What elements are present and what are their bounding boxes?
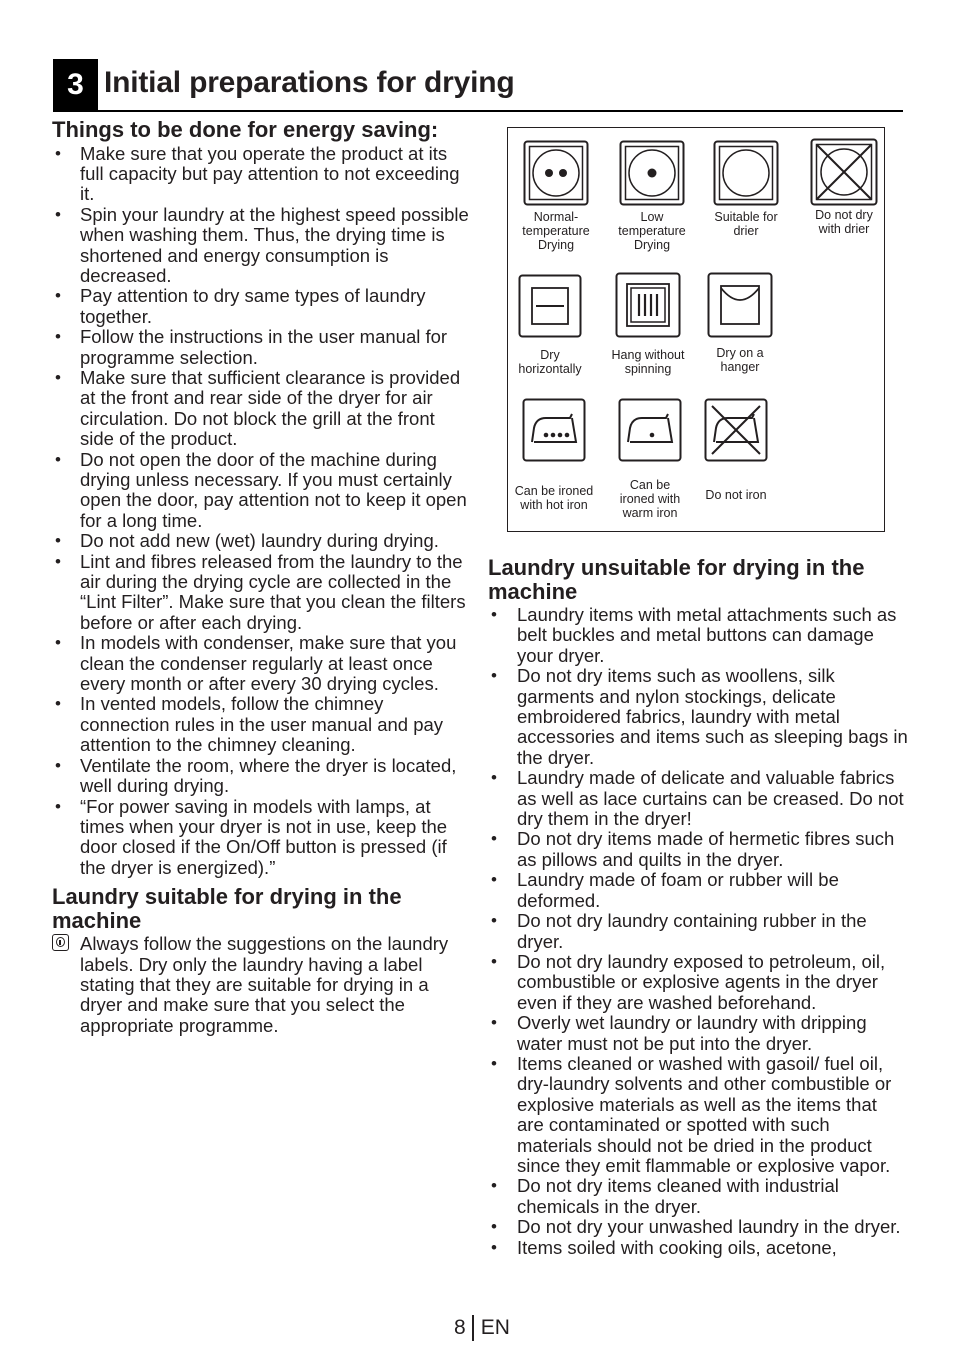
symbol-line-dry <box>692 272 788 374</box>
info-icon <box>52 934 69 951</box>
list-item: • Do not dry laundry exposed to petroleum, oil, combustible or explosive agents in the dryer even if they are washed beforehand. <box>488 952 908 1013</box>
symbol-dry-flat <box>502 274 598 376</box>
left-column <box>52 118 472 1036</box>
symbol-drip-dry <box>600 272 696 376</box>
symbol-label: Can be ironed with hot iron <box>514 484 594 512</box>
iron-warm-icon <box>618 398 682 462</box>
dry-flat-icon <box>518 274 582 338</box>
energy-saving-heading: Things to be done for energy saving: <box>52 117 439 142</box>
list-item: • Ventilate the room, where the dryer is located, well during drying. <box>52 756 472 797</box>
symbol-normal-drying <box>508 140 604 252</box>
list-item: • Items soiled with cooking oils, acetone, <box>488 1238 908 1258</box>
suitable-info-text: Always follow the suggestions on the laundry labels. Dry only the laundry having a label stating that they are suitable for drying in a dryer and make sure that you select the appropriate programme. <box>80 933 449 1036</box>
list-item: • “For power saving in models with lamps, at times when your dryer is not in use, keep the door closed if the On/Off button is pressed (if the dryer is energized).” <box>52 797 472 879</box>
do-not-tumble-dry-icon <box>810 138 878 206</box>
list-item: • Pay attention to dry same types of laundry together. <box>52 286 472 327</box>
list-item: • Do not dry your unwashed laundry in the dryer. <box>488 1217 908 1237</box>
symbol-suitable-drier <box>698 140 794 238</box>
symbol-low-drying <box>604 140 700 252</box>
list-item: • Items cleaned or washed with gasoil/ fuel oil, dry-laundry solvents and other combustible or explosive materials as well as the items that are contaminated or spotted with such materials should not be dried in the product since they emit flammable or explosive vapor. <box>488 1054 908 1176</box>
line-dry-icon <box>707 272 773 338</box>
list-item: • In models with condenser, make sure that you clean the condenser regularly at least once every month or after every 30 drying cycles. <box>52 633 472 694</box>
list-item: • Laundry made of delicate and valuable fabrics as well as lace curtains can be creased. Do not dry them in the dryer! <box>488 768 908 829</box>
list-item: • Spin your laundry at the highest speed possible when washing them. Thus, the drying time is shortened and energy consumption is decreased. <box>52 205 472 287</box>
page-footer <box>454 1315 510 1341</box>
symbol-no-drier <box>796 138 892 236</box>
list-item: • Laundry made of foam or rubber will be deformed. <box>488 870 908 911</box>
section-divider <box>53 110 903 112</box>
list-item: • Make sure that sufficient clearance is provided at the front and rear side of the dryer for air circulation. Do not block the grill at the front side of the product. <box>52 368 472 450</box>
tumble-dry-low-icon <box>619 140 685 206</box>
care-symbols-panel <box>507 127 885 532</box>
section-number: 3 <box>53 59 98 111</box>
energy-saving-list <box>52 144 472 879</box>
section-title: Initial preparations for drying <box>104 66 515 99</box>
do-not-iron-icon <box>704 398 768 462</box>
symbol-label: Dry horizontally <box>518 348 582 376</box>
list-item: • In vented models, follow the chimney connection rules in the user manual and pay attention to the chimney cleaning. <box>52 694 472 755</box>
symbol-label: Low temperature Drying <box>618 210 686 252</box>
symbol-label: Hang without spinning <box>611 348 685 376</box>
tumble-dry-ok-icon <box>713 140 779 206</box>
language-code: EN <box>480 1316 510 1339</box>
list-item: • Laundry items with metal attachments such as belt buckles and metal buttons can damage your dryer. <box>488 605 908 666</box>
list-item: • Make sure that you operate the product at its full capacity but pay attention to not exceeding it. <box>52 144 472 205</box>
unsuitable-heading: Laundry unsuitable for drying in the machine <box>488 555 865 604</box>
unsuitable-list <box>488 605 908 1258</box>
symbol-iron-hot <box>506 398 602 512</box>
list-item: • Do not add new (wet) laundry during drying. <box>52 531 472 551</box>
suitable-heading: Laundry suitable for drying in the machine <box>52 884 402 933</box>
iron-hot-icon <box>522 398 586 462</box>
list-item: • Do not open the door of the machine during drying unless necessary. If you must certainly open the door, pay attention not to keep it open for a long time. <box>52 450 472 532</box>
footer-divider <box>472 1315 474 1341</box>
tumble-dry-normal-icon <box>523 140 589 206</box>
symbol-iron-warm <box>602 398 698 520</box>
suitable-info <box>52 934 472 1036</box>
symbol-label: Do not iron <box>705 488 767 502</box>
symbol-label: Dry on a hanger <box>716 346 764 374</box>
list-item: • Do not dry laundry containing rubber in the dryer. <box>488 911 908 952</box>
symbol-label: Normal- temperature Drying <box>522 210 590 252</box>
list-item: • Lint and fibres released from the laundry to the air during the drying cycle are collected in the “Lint Filter”. Make sure that you clean the filters before or after each drying. <box>52 552 472 634</box>
symbol-no-iron <box>688 398 784 502</box>
symbol-label: Can be ironed with warm iron <box>619 478 681 520</box>
symbol-label: Suitable for drier <box>714 210 778 238</box>
drip-dry-icon <box>615 272 681 338</box>
list-item: • Do not dry items made of hermetic fibres such as pillows and quilts in the dryer. <box>488 829 908 870</box>
list-item: • Do not dry items cleaned with industrial chemicals in the dryer. <box>488 1176 908 1217</box>
list-item: • Follow the instructions in the user manual for programme selection. <box>52 327 472 368</box>
page-number: 8 <box>454 1316 466 1339</box>
list-item: • Overly wet laundry or laundry with dripping water must not be put into the dryer. <box>488 1013 908 1054</box>
symbol-label: Do not dry with drier <box>815 208 873 236</box>
right-column <box>488 556 908 1258</box>
list-item: • Do not dry items such as woollens, silk garments and nylon stockings, delicate embroidered fabrics, laundry with metal accessories and items such as sleeping bags in the dryer. <box>488 666 908 768</box>
